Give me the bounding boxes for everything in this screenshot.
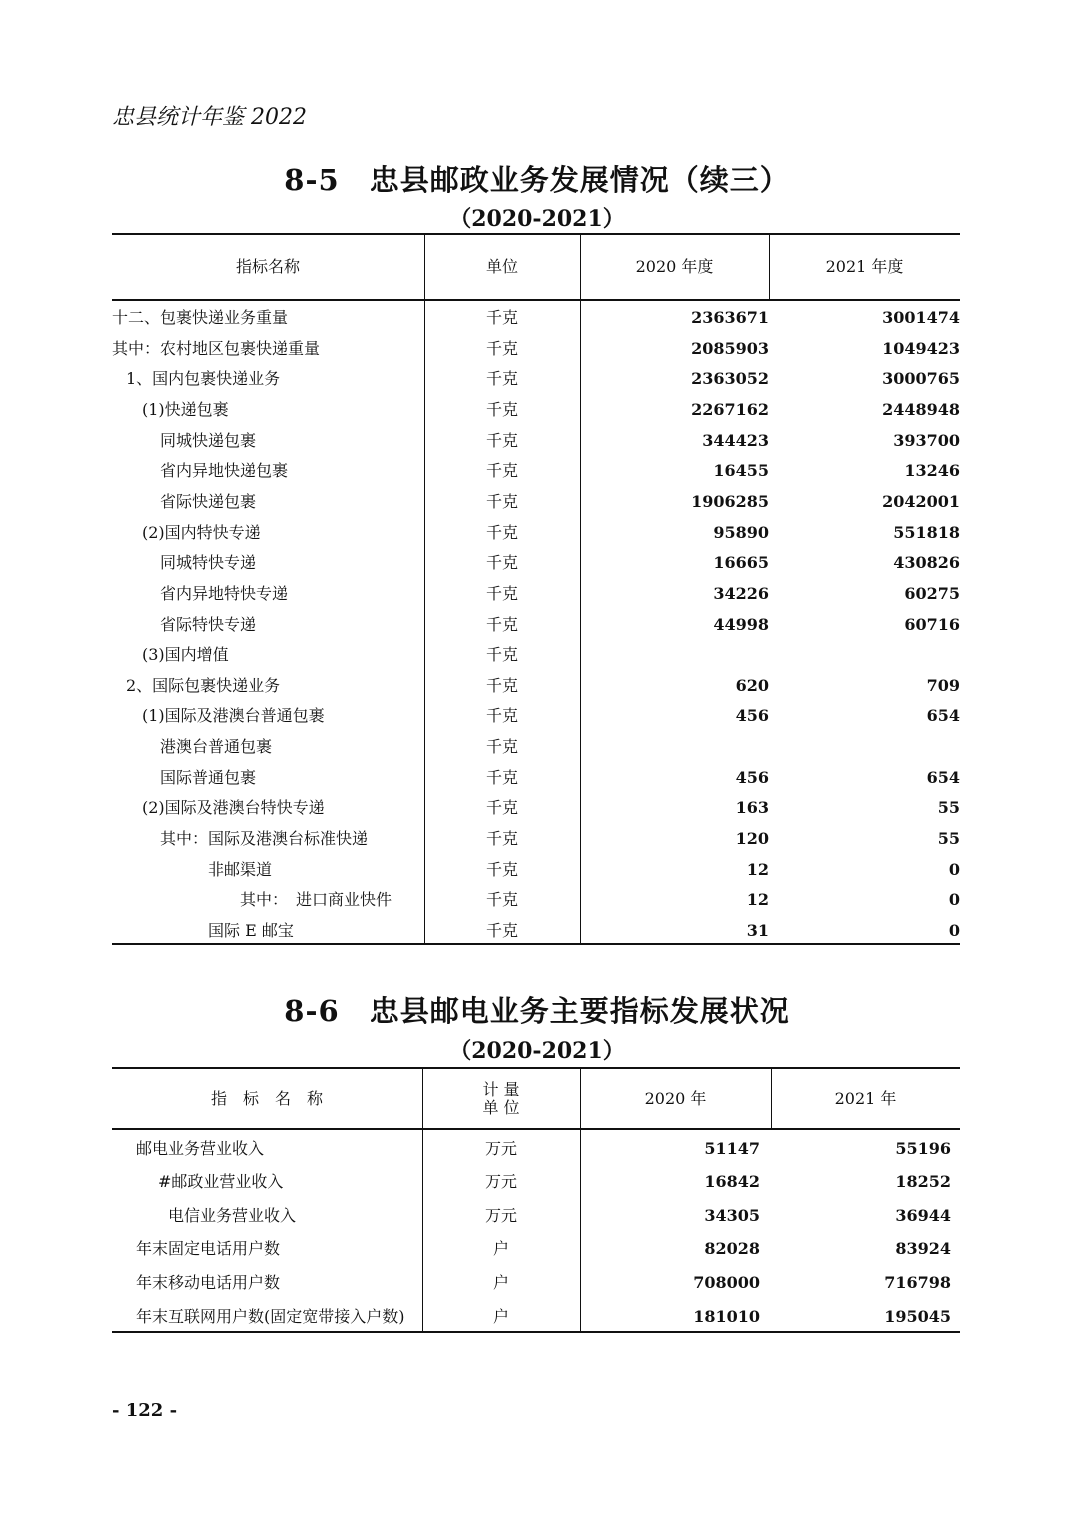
table-row [112, 701, 960, 731]
row-indicator-name: 同城快递包裹 [160, 431, 257, 450]
row-indicator-name: 电信业务营业收入 [168, 1206, 297, 1225]
row-value-2021: 55 [937, 829, 960, 848]
table-row [112, 303, 960, 333]
row-value-2021: 393700 [893, 431, 960, 450]
table-row [112, 456, 960, 486]
table-row [112, 364, 960, 394]
table-row [112, 1134, 960, 1164]
table-row [112, 518, 960, 548]
row-indicator-name: #邮政业营业收入 [158, 1172, 284, 1191]
row-value-2020: 181010 [693, 1307, 760, 1326]
table-row [112, 1234, 960, 1264]
row-value-2020: 31 [746, 921, 769, 940]
row-indicator-name: 同城特快专递 [160, 553, 257, 572]
table-row [112, 916, 960, 946]
row-unit: 千克 [485, 369, 518, 388]
row-value-2021: 0 [948, 890, 960, 909]
row-value-2020: 16455 [713, 461, 769, 480]
row-value-2021: 36944 [895, 1206, 951, 1225]
row-value-2020: 16665 [713, 553, 769, 572]
row-value-2021: 0 [948, 921, 960, 940]
row-unit: 千克 [485, 492, 518, 511]
row-unit: 千克 [485, 308, 518, 327]
row-unit: 千克 [485, 921, 518, 940]
row-value-2021: 18252 [895, 1172, 951, 1191]
table-row [112, 885, 960, 915]
row-value-2021: 716798 [884, 1273, 951, 1292]
row-unit: 千克 [485, 798, 518, 817]
row-unit: 千克 [485, 431, 518, 450]
row-unit: 千克 [485, 584, 518, 603]
row-value-2021: 2448948 [882, 400, 960, 419]
row-value-2021: 3000765 [882, 369, 960, 388]
row-value-2020: 16842 [704, 1172, 760, 1191]
row-unit: 万元 [484, 1172, 517, 1191]
col-header-2021: 2021 年度 [825, 257, 904, 276]
row-indicator-name: 邮电业务营业收入 [136, 1139, 265, 1158]
row-indicator-name: 其中：国际及港澳台标准快递 [160, 829, 369, 848]
row-indicator-name: 省际快递包裹 [160, 492, 257, 511]
col-header-2021: 2021 年 [834, 1088, 897, 1108]
row-unit: 千克 [485, 829, 518, 848]
table-row [112, 487, 960, 517]
table-8-5-title: 8-5 忠县邮政业务发展情况（续三） [284, 163, 790, 197]
row-indicator-name: 1、国内包裹快递业务 [126, 369, 281, 388]
row-unit: 户 [492, 1273, 509, 1292]
table-row [112, 1201, 960, 1231]
table-row [112, 1302, 960, 1332]
row-value-2021: 430826 [893, 553, 960, 572]
row-value-2020: 456 [735, 768, 769, 787]
row-indicator-name: 其中：农村地区包裹快递重量 [112, 339, 321, 358]
table-row [112, 1268, 960, 1298]
col-header-unit [422, 1069, 580, 1128]
row-indicator-name: 省内异地特快专递 [160, 584, 289, 603]
row-indicator-name: (2)国内特快专递 [142, 523, 261, 542]
table-8-5-subtitle: （2020-2021） [449, 206, 625, 232]
col-header-indicator: 指标名称 [235, 257, 300, 276]
row-value-2020: 2085903 [691, 339, 769, 358]
row-indicator-name: 国际普通包裹 [160, 768, 257, 787]
table-row [112, 334, 960, 364]
row-unit: 千克 [485, 676, 518, 695]
table-row [112, 548, 960, 578]
row-indicator-name: 省内异地快递包裹 [160, 461, 289, 480]
row-unit: 千克 [485, 860, 518, 879]
row-value-2021: 195045 [884, 1307, 951, 1326]
table-row [112, 671, 960, 701]
table-8-6-title: 8-6 忠县邮电业务主要指标发展状况 [284, 994, 790, 1028]
row-unit: 千克 [485, 768, 518, 787]
row-indicator-name: 年末固定电话用户数 [136, 1239, 281, 1258]
table-row [112, 640, 960, 670]
row-value-2020: 2267162 [691, 400, 769, 419]
row-unit: 万元 [484, 1139, 517, 1158]
row-value-2020: 12 [746, 890, 769, 909]
table-row [112, 579, 960, 609]
row-value-2021: 13246 [904, 461, 960, 480]
table-row [112, 763, 960, 793]
row-unit: 户 [492, 1239, 509, 1258]
row-indicator-name: 非邮渠道 [208, 860, 273, 879]
row-value-2021: 55 [937, 798, 960, 817]
row-unit: 千克 [485, 339, 518, 358]
row-value-2020: 95890 [713, 523, 769, 542]
row-indicator-name: 十二、包裹快递业务重量 [112, 308, 289, 327]
table-row [112, 793, 960, 823]
row-unit: 万元 [484, 1206, 517, 1225]
row-value-2020: 2363052 [691, 369, 769, 388]
col-header-2020: 2020 年 [644, 1088, 707, 1108]
row-value-2021: 60716 [904, 615, 960, 634]
row-indicator-name: 2、国际包裹快递业务 [126, 676, 281, 695]
row-indicator-name: 年末互联网用户数(固定宽带接入户数) [136, 1307, 405, 1326]
row-unit: 千克 [485, 645, 518, 664]
row-value-2020: 34305 [704, 1206, 760, 1225]
row-value-2021: 1049423 [882, 339, 960, 358]
row-value-2021: 60275 [904, 584, 960, 603]
row-value-2020: 12 [746, 860, 769, 879]
row-indicator-name: (1)快递包裹 [142, 400, 229, 419]
row-value-2020: 51147 [704, 1139, 760, 1158]
row-unit: 户 [492, 1307, 509, 1326]
row-value-2020: 82028 [704, 1239, 760, 1258]
row-value-2021: 654 [926, 768, 960, 787]
row-value-2020: 44998 [713, 615, 769, 634]
row-value-2021: 0 [948, 860, 960, 879]
table-8-6-subtitle: （2020-2021） [449, 1038, 625, 1064]
table-8-6 [112, 1067, 960, 1333]
row-value-2021: 551818 [893, 523, 960, 542]
table-row [112, 855, 960, 885]
row-value-2020: 344423 [702, 431, 769, 450]
table-row [112, 824, 960, 854]
page-number: - 122 - [112, 1400, 178, 1421]
row-indicator-name: (1)国际及港澳台普通包裹 [142, 706, 325, 725]
col-header-2020: 2020 年度 [635, 257, 714, 276]
table-row [112, 1167, 960, 1197]
table-row [112, 395, 960, 425]
yearbook-header: 忠县统计年鉴 2022 [112, 105, 307, 130]
row-value-2021: 2042001 [882, 492, 960, 511]
row-value-2020: 163 [735, 798, 769, 817]
row-value-2020: 34226 [713, 584, 769, 603]
row-value-2021: 3001474 [882, 308, 960, 327]
table-row [112, 732, 960, 762]
row-indicator-name: 其中： 进口商业快件 [240, 890, 393, 909]
table-row [112, 610, 960, 640]
table-8-5 [112, 233, 960, 945]
row-unit: 千克 [485, 523, 518, 542]
unit-header-line1: 计 量 [482, 1079, 520, 1099]
row-indicator-name: (3)国内增值 [142, 645, 229, 664]
col-header-indicator: 指 标 名 称 [210, 1088, 323, 1108]
row-indicator-name: 港澳台普通包裹 [160, 737, 273, 756]
row-value-2020: 708000 [693, 1273, 760, 1292]
unit-header-line2: 单 位 [482, 1097, 520, 1117]
row-value-2021: 83924 [895, 1239, 951, 1258]
col-header-unit: 单位 [485, 257, 518, 276]
row-indicator-name: 省际特快专递 [160, 615, 257, 634]
row-indicator-name: 年末移动电话用户数 [136, 1273, 281, 1292]
row-unit: 千克 [485, 553, 518, 572]
row-value-2021: 654 [926, 706, 960, 725]
table-row [112, 426, 960, 456]
row-value-2021: 709 [926, 676, 960, 695]
row-value-2020: 2363671 [691, 308, 769, 327]
row-value-2021: 55196 [895, 1139, 951, 1158]
row-value-2020: 120 [735, 829, 769, 848]
row-unit: 千克 [485, 890, 518, 909]
row-value-2020: 456 [735, 706, 769, 725]
row-indicator-name: 国际 E 邮宝 [208, 921, 294, 940]
row-value-2020: 620 [735, 676, 769, 695]
row-unit: 千克 [485, 737, 518, 756]
row-unit: 千克 [485, 706, 518, 725]
row-unit: 千克 [485, 400, 518, 419]
row-value-2020: 1906285 [691, 492, 769, 511]
row-indicator-name: (2)国际及港澳台特快专递 [142, 798, 325, 817]
row-unit: 千克 [485, 615, 518, 634]
row-unit: 千克 [485, 461, 518, 480]
